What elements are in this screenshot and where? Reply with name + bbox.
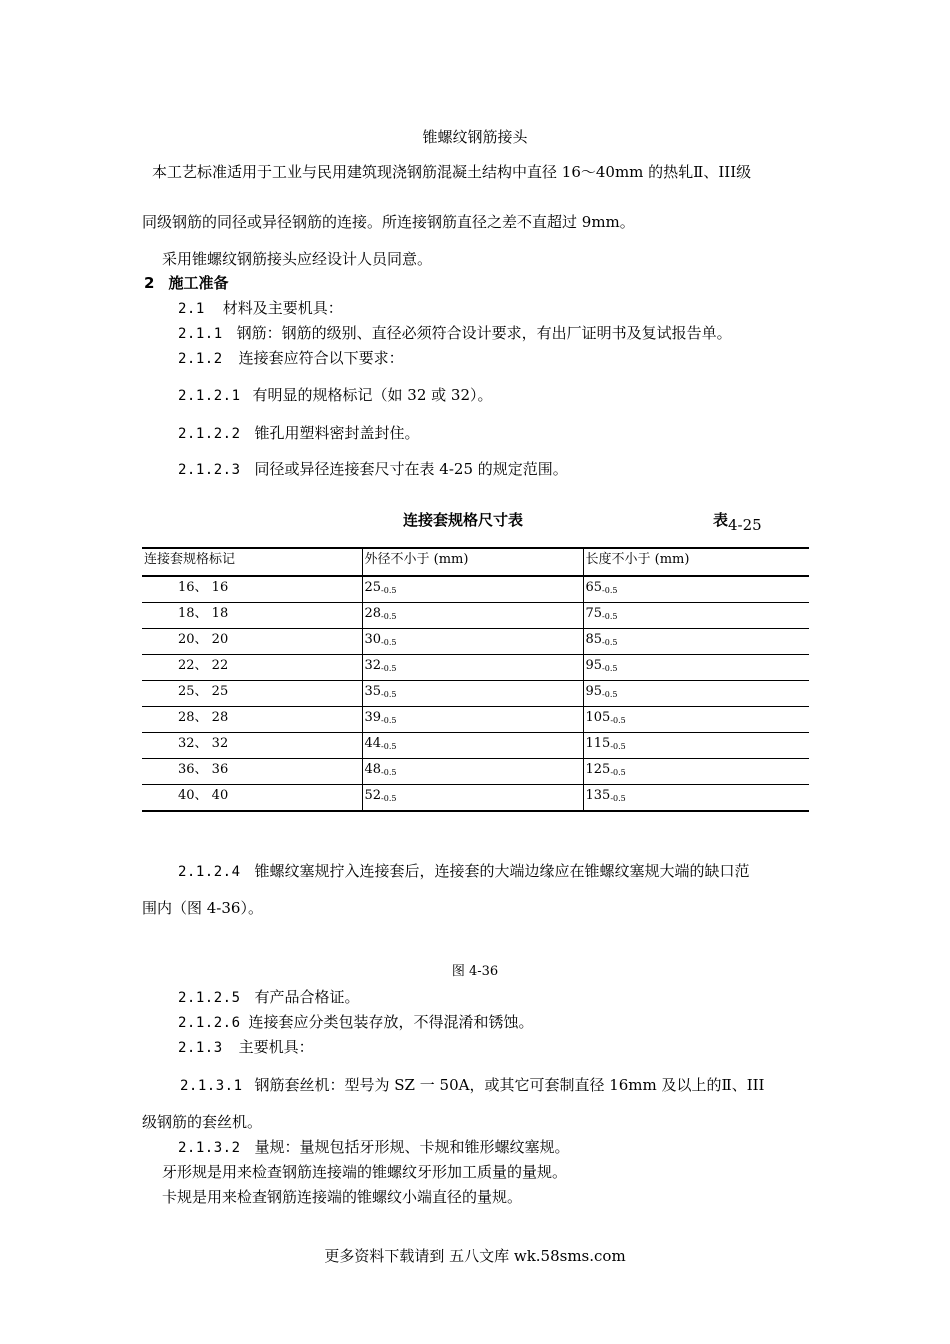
item-2-1-2-1: 2.1.2.1 有明显的规格标记（如 32 或 32）。 [178, 386, 493, 404]
intro-line-3: 采用锥螺纹钢筋接头应经设计人员同意。 [162, 250, 433, 268]
table-row [142, 603, 809, 629]
tolerance: -0.5 [381, 664, 397, 673]
table-row [142, 759, 809, 785]
spec-cell: 36、 36 [142, 759, 362, 785]
item-2-1-2-3: 2.1.2.3 同径或异径连接套尺寸在表 4-25 的规定范围。 [178, 460, 568, 478]
length-cell: $105_{-0.5}$ [583, 707, 809, 733]
tolerance: -0.5 [381, 586, 397, 595]
outer-diameter-cell: $52_{-0.5}$ [362, 785, 583, 812]
tolerance: -0.5 [602, 690, 618, 699]
item-2-1-3: 2.1.3 主要机具： [178, 1038, 314, 1056]
item-2-1-1: 2.1.1 钢筋：钢筋的级别、直径必须符合设计要求，有出厂证明书及复试报告单。 [178, 324, 732, 342]
tolerance: -0.5 [602, 586, 618, 595]
spec-cell: 22、 22 [142, 655, 362, 681]
table-row [142, 707, 809, 733]
header-cell: 连接套规格标记 [142, 548, 362, 576]
section-title: 施工准备 [168, 274, 229, 292]
outer-diameter-cell: $39_{-0.5}$ [362, 707, 583, 733]
length-cell: $75_{-0.5}$ [583, 603, 809, 629]
doc-title: 锥螺纹钢筋接头 [422, 128, 528, 146]
header-cell: 外径不小于 (mm) [362, 548, 583, 576]
outer-diameter-cell: $44_{-0.5}$ [362, 733, 583, 759]
item-2-1-2: 2.1.2 连接套应符合以下要求： [178, 349, 404, 367]
tolerance: -0.5 [381, 716, 397, 725]
tolerance: -0.5 [381, 690, 397, 699]
outer-diameter-cell: $25_{-0.5}$ [362, 576, 583, 603]
item-2-1-3-2: 2.1.3.2 量规：量规包括牙形规、卡规和锥形螺纹塞规。 [178, 1138, 570, 1156]
length-cell: $95_{-0.5}$ [583, 655, 809, 681]
length-cell: $95_{-0.5}$ [583, 681, 809, 707]
tolerance: -0.5 [381, 742, 397, 751]
item-2-1-2-5: 2.1.2.5 有产品合格证。 [178, 988, 360, 1006]
outer-diameter-cell: $35_{-0.5}$ [362, 681, 583, 707]
caliper-gauge-paragraph: 卡规是用来检查钢筋连接端的锥螺纹小端直径的量规。 [162, 1188, 523, 1206]
thread-gauge-paragraph: 牙形规是用来检查钢筋连接端的锥螺纹牙形加工质量的量规。 [162, 1163, 568, 1181]
tolerance: -0.5 [610, 742, 626, 751]
spec-cell: 40、 40 [142, 785, 362, 812]
header-cell: 长度不小于 (mm) [583, 548, 809, 576]
item-2-1-2-4-cont: 围内（图 4-36）。 [142, 899, 263, 917]
outer-diameter-cell: $28_{-0.5}$ [362, 603, 583, 629]
item-2-1-3-1: 2.1.3.1 钢筋套丝机：型号为 SZ 一 50A，或其它可套制直径 16mm 及以上的Ⅱ、III [180, 1076, 765, 1094]
footer-note: 更多资料下载请到 五八文库 wk.58sms.com [324, 1247, 626, 1265]
table-label: 表4-25 [713, 511, 762, 534]
figure-label: 图 4-36 [451, 964, 499, 979]
tolerance: -0.5 [381, 768, 397, 777]
table-row [142, 681, 809, 707]
length-cell: $115_{-0.5}$ [583, 733, 809, 759]
length-cell: $85_{-0.5}$ [583, 629, 809, 655]
outer-diameter-cell: $48_{-0.5}$ [362, 759, 583, 785]
tolerance: -0.5 [602, 612, 618, 621]
table-row [142, 629, 809, 655]
tolerance: -0.5 [381, 794, 397, 803]
spec-table [142, 547, 809, 812]
item-2-1-3-1-cont: 级钢筋的套丝机。 [142, 1113, 263, 1131]
length-cell: $125_{-0.5}$ [583, 759, 809, 785]
table-row [142, 655, 809, 681]
outer-diameter-cell: $32_{-0.5}$ [362, 655, 583, 681]
spec-cell: 25、 25 [142, 681, 362, 707]
section-2-heading [144, 273, 228, 293]
tolerance: -0.5 [610, 716, 626, 725]
table-caption: 连接套规格尺寸表 [403, 511, 524, 529]
table-header-row [142, 548, 809, 576]
length-cell: $135_{-0.5}$ [583, 785, 809, 812]
tolerance: -0.5 [610, 794, 626, 803]
spec-cell: 32、 32 [142, 733, 362, 759]
intro-line-2: 同级钢筋的同径或异径钢筋的连接。所连接钢筋直径之差不直超过 9mm。 [142, 213, 635, 231]
item-2-1-2-4: 2.1.2.4 锥螺纹塞规拧入连接套后，连接套的大端边缘应在锥螺纹塞规大端的缺口范 [178, 862, 750, 880]
item-2-1-2-6: 2.1.2.6 连接套应分类包装存放，不得混淆和锈蚀。 [178, 1013, 534, 1031]
spec-cell: 20、 20 [142, 629, 362, 655]
tolerance: -0.5 [610, 768, 626, 777]
item-2-1: 2.1 材料及主要机具： [178, 299, 343, 317]
spec-cell: 18、 18 [142, 603, 362, 629]
tolerance: -0.5 [602, 664, 618, 673]
spec-cell: 28、 28 [142, 707, 362, 733]
length-cell: $65_{-0.5}$ [583, 576, 809, 603]
intro-line-1: 本工艺标准适用于工业与民用建筑现浇钢筋混凝土结构中直径 16～40mm 的热轧Ⅱ、III级 [152, 163, 752, 181]
tolerance: -0.5 [381, 612, 397, 621]
outer-diameter-cell: $30_{-0.5}$ [362, 629, 583, 655]
table-row [142, 576, 809, 603]
table-row [142, 785, 809, 812]
tolerance: -0.5 [602, 638, 618, 647]
tolerance: -0.5 [381, 638, 397, 647]
section-number: 2 [144, 274, 155, 292]
table-row [142, 733, 809, 759]
spec-cell: 16、 16 [142, 576, 362, 603]
item-2-1-2-2: 2.1.2.2 锥孔用塑料密封盖封住。 [178, 424, 420, 442]
